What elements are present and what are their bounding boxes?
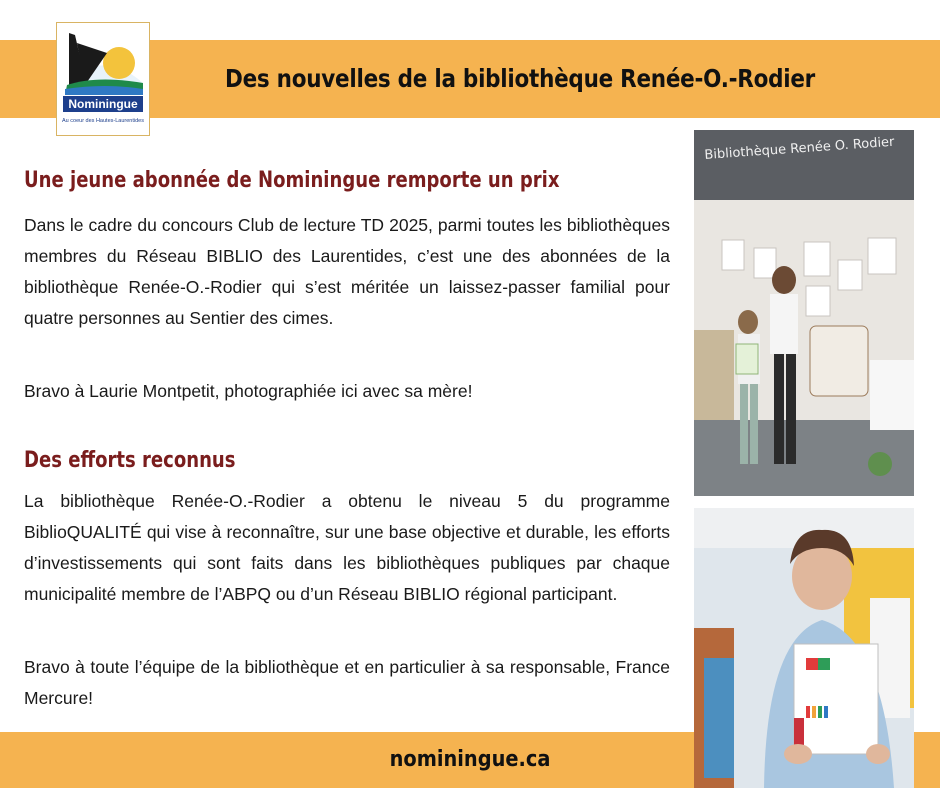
article-2-heading: Des efforts reconnus: [24, 448, 236, 473]
article-1-paragraph-2: Bravo à Laurie Montpetit, photographiée ici avec sa mère!: [24, 381, 473, 401]
website-link[interactable]: nominingue.ca: [389, 747, 551, 772]
article-2-paragraph-2: Bravo à toute l’équipe de la bibliothèque et en particulier à sa responsable, France Mercure!: [24, 657, 670, 708]
award-photo: [694, 508, 914, 788]
page-title: Des nouvelles de la bibliothèque Renée-O.-Rodier: [224, 64, 816, 93]
logo-tagline: Au coeur des Hautes-Laurentides: [62, 118, 144, 124]
article-2-paragraph-1: La bibliothèque Renée-O.-Rodier a obtenu le niveau 5 du programme BiblioQUALITÉ qui vise à reconnaître, sur une base objective et durable, les efforts d’investissements qui sont faits dans les bibliothèques publiques par chaque municipalité membre de l’ABPQ ou d’un Réseau BIBLIO régional participant.: [24, 491, 670, 604]
article-1-heading: Une jeune abonnée de Nominingue remporte un prix: [24, 168, 560, 193]
library-photo: [694, 130, 914, 496]
nominingue-logo: [56, 22, 150, 136]
article-1-paragraph-1: Dans le cadre du concours Club de lecture TD 2025, parmi toutes les bibliothèques membres du Réseau BIBLIO des Laurentides, c’est une des abonnées de la bibliothèque Renée-O.-Rodier qui s’est méritée un laissez-passer familial pour quatre personnes au Sentier des cimes.: [24, 215, 670, 328]
logo-name: Nominingue: [63, 96, 143, 112]
library-sign: Bibliothèque Renée O. Rodier: [704, 134, 895, 163]
